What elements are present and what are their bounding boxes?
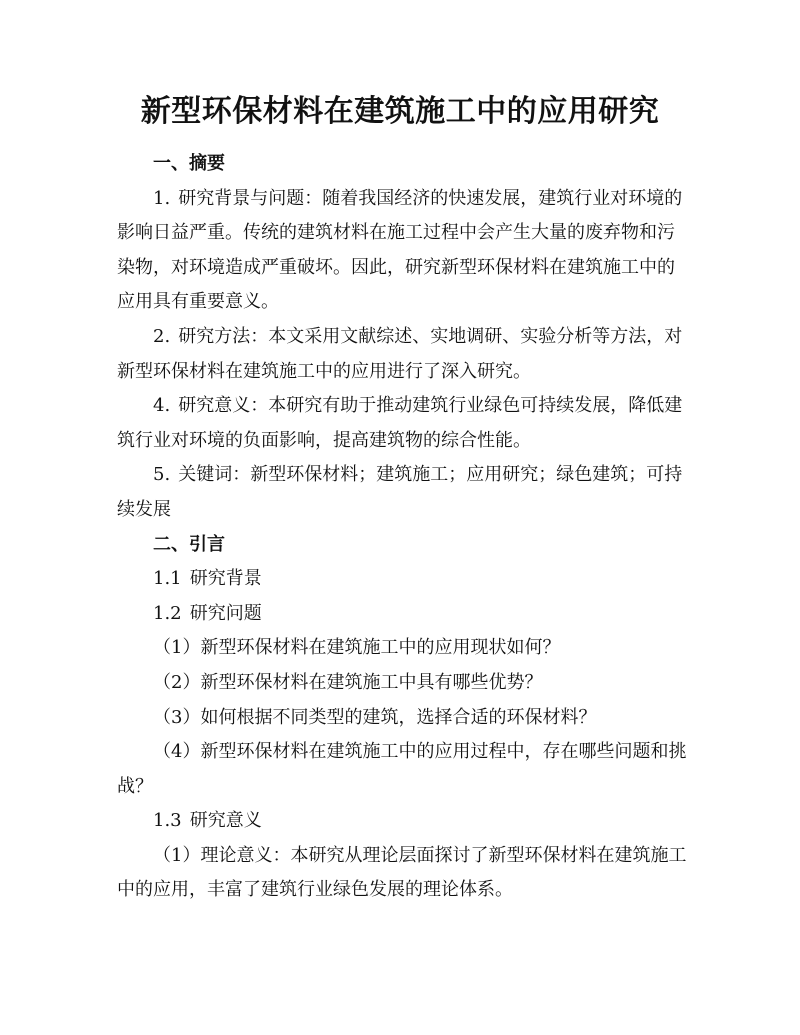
item-text: 研究意义：本研究有助于推动建筑行业绿色可持续发展，降低建筑行业对环境的负面影响，提高建筑物的综合性能。 xyxy=(117,395,683,451)
abstract-item-keywords xyxy=(117,458,687,527)
item-text: 新型环保材料在建筑施工中具有哪些优势？ xyxy=(200,671,543,693)
subsection-background xyxy=(117,562,687,597)
item-text: 研究意义 xyxy=(189,810,262,832)
abstract-item-significance xyxy=(117,389,687,458)
section-heading-abstract: 一、摘要 xyxy=(153,153,225,174)
subsection-questions xyxy=(117,597,687,632)
item-text: 新型环保材料在建筑施工中的应用现状如何？ xyxy=(200,637,561,659)
item-number: 1.1 xyxy=(153,568,182,590)
item-number: 2. xyxy=(153,325,171,347)
item-number: 4. xyxy=(153,395,171,417)
item-text: 研究背景与问题：随着我国经济的快速发展，建筑行业对环境的影响日益严重。传统的建筑材料在施工过程中会产生大量的废弃物和污染物，对环境造成严重破坏。因此，研究新型环保材料在建筑施工中的应用具有重要意义。 xyxy=(117,187,683,313)
question-item xyxy=(117,666,687,701)
significance-item xyxy=(117,839,687,908)
item-number: （1） xyxy=(153,844,201,866)
item-text: 研究问题 xyxy=(189,602,262,624)
subsection-significance xyxy=(117,804,687,839)
item-text: 新型环保材料在建筑施工中的应用过程中，存在哪些问题和挑战？ xyxy=(117,741,687,797)
item-text: 研究背景 xyxy=(189,568,262,590)
item-number: 5. xyxy=(153,464,171,486)
document-title: 新型环保材料在建筑施工中的应用研究 xyxy=(140,94,660,129)
item-number: 1.3 xyxy=(153,810,182,832)
question-item xyxy=(117,631,687,666)
item-text: 研究方法：本文采用文献综述、实地调研、实验分析等方法，对新型环保材料在建筑施工中的应用进行了深入研究。 xyxy=(117,325,683,382)
item-number: （3） xyxy=(153,706,201,728)
item-number: 1. xyxy=(153,187,171,209)
question-item xyxy=(117,735,687,804)
item-number: （1） xyxy=(153,637,201,659)
item-number: （2） xyxy=(153,671,201,693)
item-text: 如何根据不同类型的建筑，选择合适的环保材料？ xyxy=(200,706,597,728)
section-heading-introduction: 二、引言 xyxy=(153,533,225,555)
item-text: 关键词：新型环保材料；建筑施工；应用研究；绿色建筑；可持续发展 xyxy=(117,464,683,520)
document-body xyxy=(117,147,687,908)
abstract-item-method xyxy=(117,320,687,389)
item-number: 1.2 xyxy=(153,602,182,624)
question-item xyxy=(117,701,687,736)
item-text: 理论意义：本研究从理论层面探讨了新型环保材料在建筑施工中的应用，丰富了建筑行业绿色发展的理论体系。 xyxy=(117,844,687,901)
item-number: （4） xyxy=(153,741,201,763)
abstract-item-background xyxy=(117,182,687,320)
